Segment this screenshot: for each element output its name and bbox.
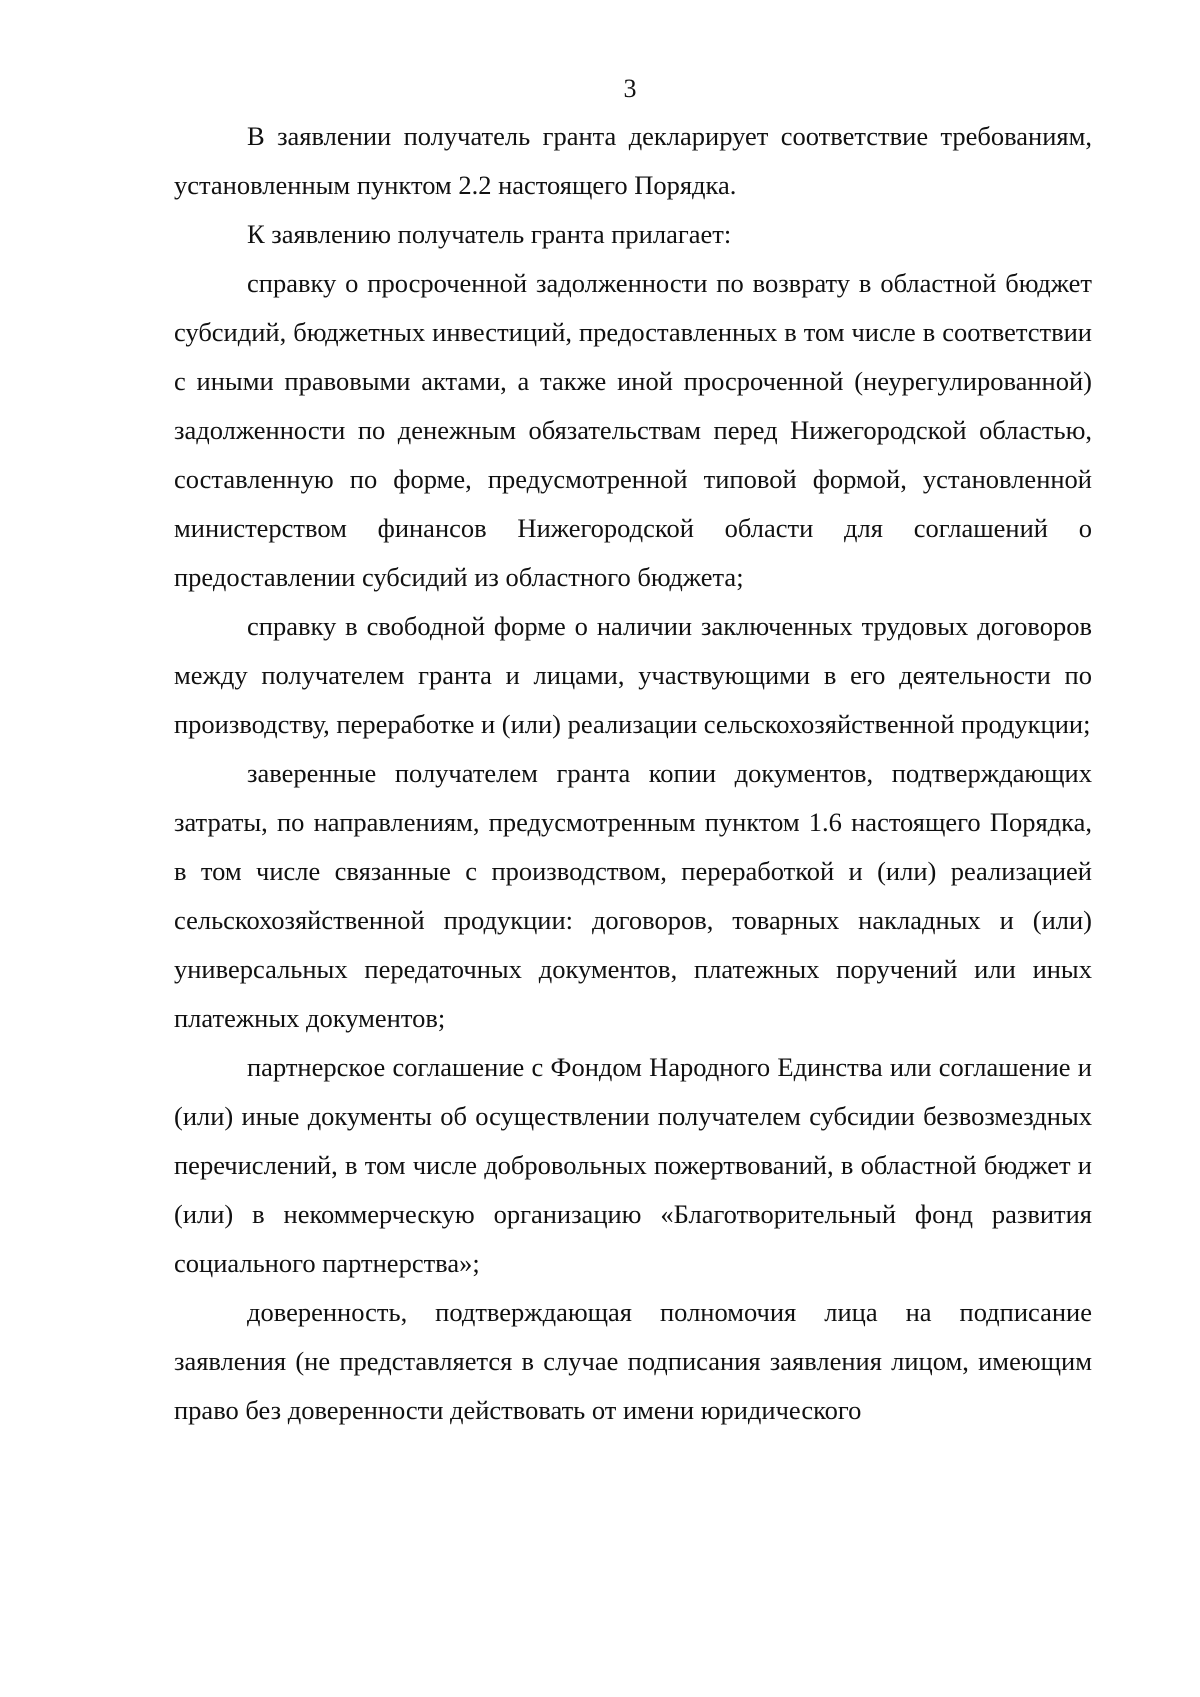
paragraph-debt-certificate: справку о просроченной задолженности по возврату в областной бюджет субсидий, бюджетных инвестиций, предоставленных в том числе в соответствии с иными правовыми актами, а также иной просроченной (неурегулированной) задолженности по денежным обязательствам перед Нижегородской областью, составленную по форме, предусмотренной типовой формой, установленной министерством финансов Нижегородской области для соглашений о предоставлении субсидий из областного бюджета; xyxy=(174,268,1092,592)
paragraph-declaration: В заявлении получатель гранта декларирует соответствие требованиям, установленным пунктом 2.2 настоящего Порядка. xyxy=(174,121,1092,200)
document-body xyxy=(174,112,1092,1435)
paragraph-attachments-intro: К заявлению получатель гранта прилагает: xyxy=(247,219,732,249)
page-number: 3 xyxy=(623,74,637,103)
paragraph-cost-documents: заверенные получателем гранта копии документов, подтверждающих затраты, по направлениям, предусмотренным пунктом 1.6 настоящего Порядка, в том числе связанные с производством, переработкой и (или) реализацией сельскохозяйственной продукции: договоров, товарных накладных и (или) универсальных передаточных документов, платежных поручений или иных платежных документов; xyxy=(174,758,1092,1033)
paragraph-partnership-agreement: партнерское соглашение с Фондом Народного Единства или соглашение и (или) иные документы об осуществлении получателем субсидии безвозмездных перечислений, в том числе добровольных пожертвований, в областной бюджет и (или) в некоммерческую организацию «Благотворительный фонд развития социального партнерства»; xyxy=(174,1052,1092,1278)
paragraph-labor-contracts: справку в свободной форме о наличии заключенных трудовых договоров между получателем гранта и лицами, участвующими в его деятельности по производству, переработке и (или) реализации сельскохозяйственной продукции; xyxy=(174,611,1092,739)
paragraph-power-of-attorney: доверенность, подтверждающая полномочия лица на подписание заявления (не представляется в случае подписания заявления лицом, имеющим право без доверенности действовать от имени юридического xyxy=(174,1297,1092,1425)
